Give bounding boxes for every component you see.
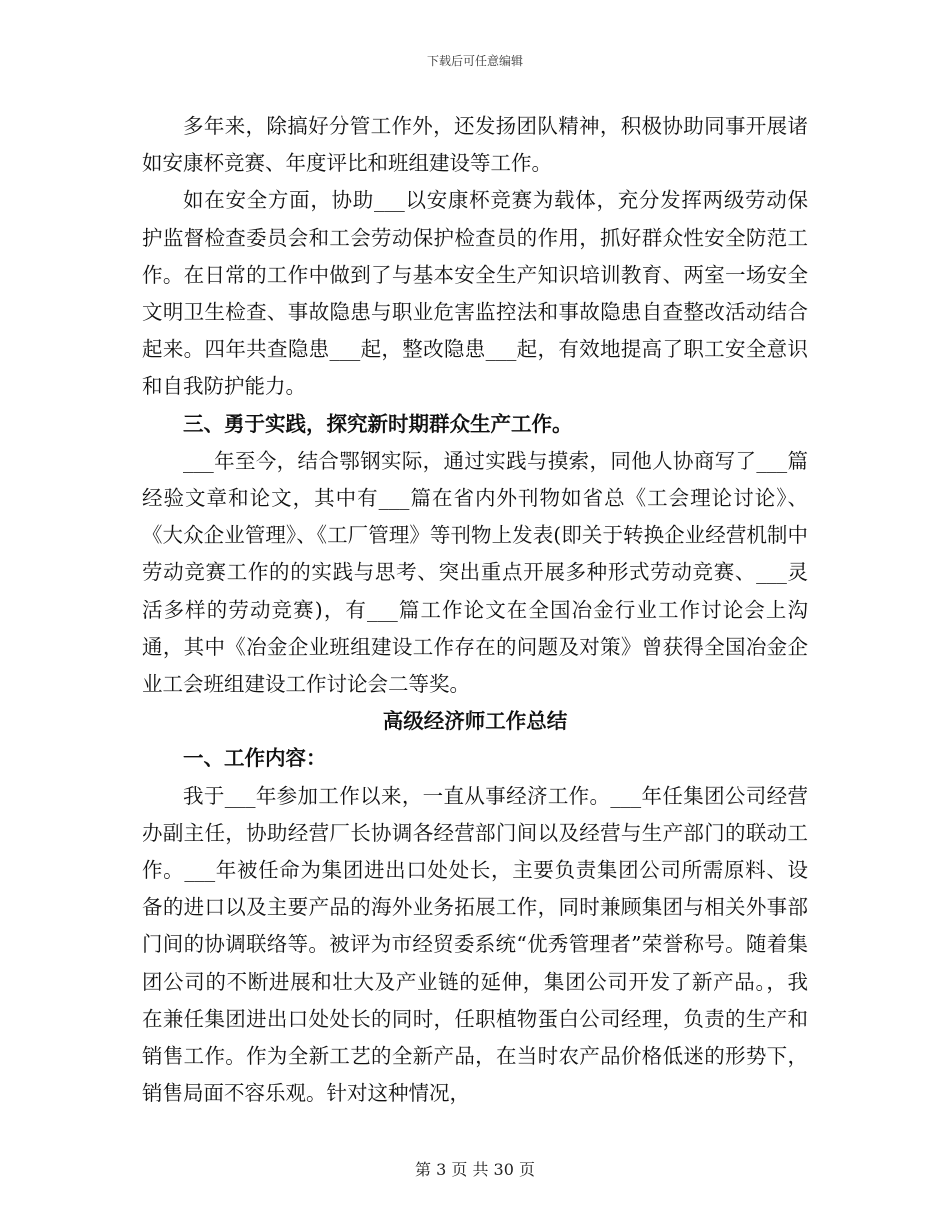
document-body (142, 108, 808, 1112)
header-note: 下载后可任意编辑 (426, 54, 523, 68)
page-number: 第 3 页 共 30 页 (415, 1160, 535, 1179)
section-heading-practice: 三、勇于实践，探究新时期群众生产工作。 (183, 411, 573, 436)
section-heading-work-content: 一、工作内容： (183, 746, 327, 771)
paragraph-teamwork: 多年来，除搞好分管工作外，还发扬团队精神，积极协助同事开展诸如安康杯竞赛、年度评比和班组建设等工作。 (142, 114, 808, 176)
paragraph-publications: ___年至今，结合鄂钢实际，通过实践与摸索，同他人协商写了___篇经验文章和论文，其中有___篇在省内外刊物如省总《工会理论讨论》、《大众企业管理》、《工厂管理》等刊物上发表(即关于转换企业经营机制中劳动竞赛工作的的实践与思考、突出重点开展多种形式劳动竞赛、___灵活多样的劳动竞赛)，有___篇工作论文在全国冶金行业工作讨论会上沟通，其中《冶金企业班组建设工作存在的问题及对策》曾获得全国冶金企业工会班组建设工作讨论会二等奖。 (142, 448, 808, 697)
document-title: 高级经济师工作总结 (382, 709, 568, 734)
paragraph-work-history: 我于___年参加工作以来，一直从事经济工作。___年任集团公司经营办副主任，协助经营厂长协调各经营部门间以及经营与生产部门的联动工作。___年被任命为集团进出口处处长，主要负责集团公司所需原料、设备的进口以及主要产品的海外业务拓展工作，同时兼顾集团与相关外事部门间的协调联络等。被评为市经贸委系统“优秀管理者”荣誉称号。随着集团公司的不断进展和壮大及产业链的延伸，集团公司开发了新产品。，我在兼任集团进出口处处长的同时，任职植物蛋白公司经理，负责的生产和销售工作。作为全新工艺的全新产品，在当时农产品价格低迷的形势下，销售局面不容乐观。针对这种情况， (142, 783, 808, 1106)
paragraph-safety: 如在安全方面，协助___以安康杯竞赛为载体，充分发挥两级劳动保护监督检查委员会和工会劳动保护检查员的作用，抓好群众性安全防范工作。在日常的工作中做到了与基本安全生产知识培训教育、两室一场安全文明卫生检查、事故隐患与职业危害监控法和事故隐患自查整改活动结合起来。四年共查隐患___起，整改隐患___起，有效地提高了职工安全意识和自我防护能力。 (142, 188, 808, 399)
